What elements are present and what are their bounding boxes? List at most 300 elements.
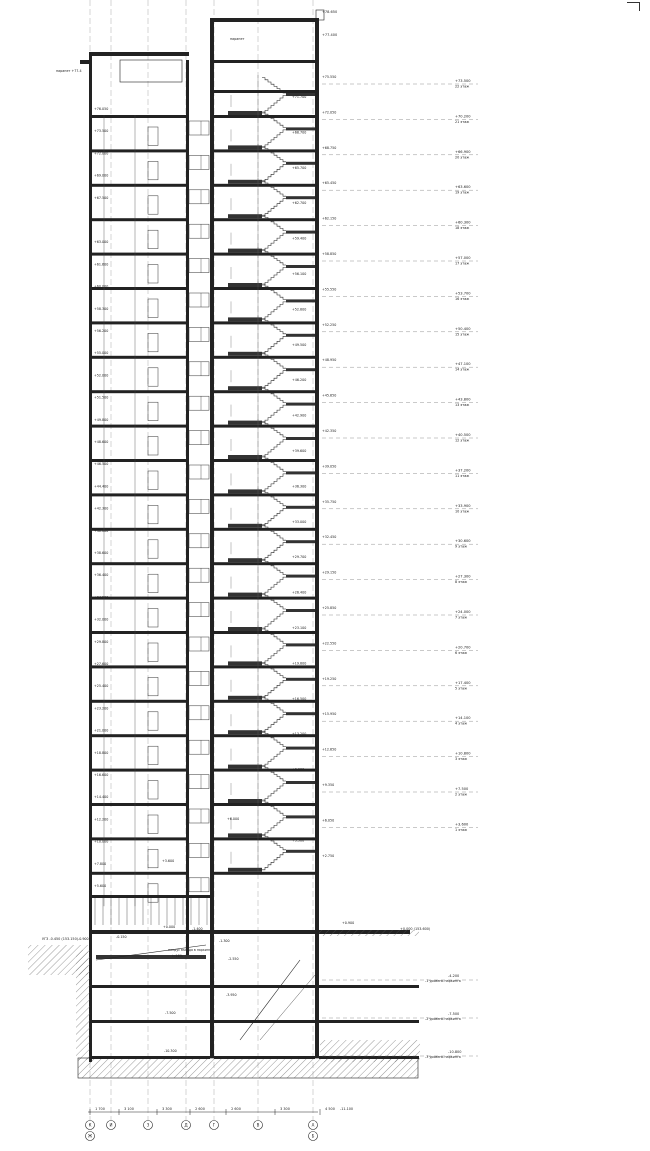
shaft-mark: +22.550 [322,641,337,646]
landing [228,696,262,700]
door-opening [148,230,158,248]
dimension-value: 3 300 [162,1107,172,1111]
shaft-mark: +32.450 [322,535,337,540]
shaft-mark: +15.950 [322,712,337,717]
parking-slab [92,1020,210,1023]
window-opening [189,465,209,479]
level-mark: +21.000 [94,728,109,733]
level-mark: +69.000 [94,173,109,178]
floor-label: 18 этаж [455,226,470,231]
landing [228,455,262,459]
landing [228,661,262,665]
inner-mark: +0.000 [163,925,176,929]
core-slab [214,493,315,496]
level-mark: +29.800 [94,639,109,644]
floor-mark: +50.400 [455,326,471,331]
floor-label: 8 этаж [455,580,468,585]
door-opening [148,746,158,764]
shaft-mark: +2.750 [322,853,335,858]
floor-label: 4 этаж [455,721,468,726]
level-mark: +76.050 [94,107,109,111]
wall-core-left [210,18,214,1058]
stair-mark: +13.200 [292,732,307,737]
parking-label: -3 уровень паркинга [425,1055,461,1059]
stair-mark: +62.700 [292,201,307,206]
stair-mark: +52.800 [292,307,307,312]
stair-flight [262,628,286,643]
mid-landing [286,265,315,268]
stair-mark: +68.700 [292,130,307,135]
landing [228,214,262,218]
inner-mark: +3.600 [162,859,175,863]
door-opening [148,540,158,558]
stair-flight [262,422,286,437]
level-mark: +65.250 [94,218,109,222]
stair-mark: +6.600 [292,803,305,807]
stair-flight [262,456,286,471]
landing [228,111,262,115]
stair-flight [262,96,286,114]
mid-landing [286,299,315,302]
landing [228,283,262,287]
stair-flight [262,146,286,161]
axis-label: Д [184,1122,188,1128]
door-opening [148,884,158,902]
floor-mark: +66.900 [455,149,471,154]
core-slab [214,528,315,531]
stair-flight [262,646,286,664]
stair-flight [262,594,286,609]
stair-flight [262,387,286,402]
shaft-mark: +39.050 [322,464,337,469]
level-mark: +46.500 [94,462,109,467]
level-mark: +49.800 [94,417,109,422]
stair-mark: +23.100 [292,626,307,630]
mid-landing [286,403,315,406]
stair-mark: +36.300 [292,484,307,489]
floor-slab [90,562,188,565]
stair-flight [262,440,286,458]
stair-flight [262,353,286,368]
stair-mark: +9.900 [292,767,305,772]
stair-mark: +65.700 [292,165,307,170]
ground-floor-slab [90,895,210,898]
level-mark: +18.800 [94,750,109,755]
level-mark: +67.500 [94,195,109,200]
level-mark: +61.600 [94,262,109,267]
shaft-mark: +25.850 [322,606,337,610]
floor-slab [90,425,188,428]
left-parapet [80,60,92,64]
floor-label: 14 этаж [455,367,470,372]
shaft-mark: +65.450 [322,181,337,186]
level-mark: +52.000 [94,373,109,378]
parking-slab [319,1056,419,1059]
core-slab [214,562,315,565]
axis-label: Г [212,1122,216,1128]
mid-landing [286,712,315,715]
floor-mark: +3.600 [455,822,469,827]
level-mark: +27.600 [94,662,109,666]
shaft-mark: +75.550 [322,75,337,79]
shaft-mark: +6.050 [322,818,335,823]
level-mark: +72.000 [94,151,109,156]
landing [228,593,262,597]
stair-flight [262,766,286,781]
foundation-mark: -11.100 [340,1107,354,1111]
door-opening [148,265,158,283]
floor-label: 7 этаж [455,615,468,620]
parapet-note: парапет [230,37,245,41]
window-opening [189,568,209,582]
stair-flight [262,749,286,767]
roof-structure [120,60,182,82]
stair-flight [262,215,286,230]
mid-landing [286,643,315,646]
entrance-ramp [96,955,206,959]
floor-slab [90,321,188,324]
stair-mark: +46.200 [292,378,307,383]
core-slab [214,356,315,359]
floor-mark: +17.400 [455,680,471,685]
mid-landing [286,575,315,578]
level-mark: +7.800 [94,861,107,866]
stair-flight [262,543,286,561]
level-mark: +44.400 [94,484,109,489]
window-opening [189,637,209,651]
door-opening [148,368,158,386]
parking-label: -2 уровень паркинга [425,1017,461,1021]
door-opening [148,609,158,627]
level-mark: +63.000 [94,240,109,245]
shaft-mark: +19.250 [322,676,337,681]
stair-flight [262,284,286,299]
floor-label: 6 этаж [455,650,468,655]
roof-mark: +77.400 [322,33,338,37]
core-slab [214,218,315,221]
dimension-value: 1 700 [95,1107,105,1111]
landing [228,765,262,769]
landing [228,352,262,356]
level-mark: +10.000 [94,839,109,844]
floor-slab [90,253,188,256]
stair-flight [262,164,286,182]
landing [228,249,262,253]
window-opening [189,671,209,685]
floor-label: 17 этаж [455,261,470,266]
stair-flight [262,508,286,526]
axis-label: А [311,1122,315,1128]
level-mark: +73.500 [94,129,109,134]
floor-mark: +70.200 [455,114,471,119]
stair-flight [262,268,286,286]
core-slab [214,631,315,634]
core-slab [214,459,315,462]
floor-label: 13 этаж [455,403,470,408]
mid-landing [286,506,315,509]
stair-mark: +71.700 [292,95,307,99]
shaft-mark: +9.350 [322,783,335,787]
shaft-mark: +58.850 [322,252,337,256]
dimension-value: 2 600 [231,1107,241,1111]
basement-stair [260,975,315,1040]
floor-label: 11 этаж [455,473,470,478]
floor-mark: +60.300 [455,220,471,225]
parking-slab [214,985,315,988]
stair-flight [262,680,286,698]
floor-mark: +57.000 [455,256,471,260]
floor-slab [90,700,188,703]
floor-label: 22 этаж [455,84,470,89]
axis-label: К [88,1122,92,1128]
floor-label: 2 этаж [455,792,468,797]
door-opening [148,574,158,592]
axis-label: В [256,1122,260,1128]
landing [228,868,262,872]
door-opening [148,712,158,730]
level-mark: +25.400 [94,684,109,689]
parking-slab [92,985,210,988]
floor-slab [90,115,188,118]
ground-mark-b: -0.150 [116,935,127,939]
window-opening [189,603,209,617]
dimension-value: 4 500 [325,1107,335,1111]
window-opening [189,775,209,789]
floor-mark: +73.500 [455,79,471,83]
stair-flight [262,834,286,849]
floor-mark: +37.200 [455,468,471,473]
floor-label: 20 этаж [455,155,470,160]
mid-landing [286,747,315,750]
floor-slab [90,390,188,393]
floor-mark: +24.000 [455,610,471,614]
stair-flight [262,318,286,333]
stair-mark: +59.400 [292,236,307,241]
floor-slab [90,734,188,737]
door-opening [148,402,158,420]
floor-mark: +63.600 [455,185,471,190]
window-opening [189,396,209,410]
door-opening [148,127,158,145]
core-slab [214,287,315,290]
door-opening [148,643,158,661]
floor-mark: +40.500 [455,433,471,437]
axis-label: И [109,1122,113,1128]
outer-wall-left [89,52,92,1062]
stair-flight [262,612,286,630]
level-mark: +58.300 [94,306,109,311]
parking-slab [319,1020,419,1023]
landing [228,180,262,184]
inner-mark: +6.000 [227,817,240,821]
window-opening [189,121,209,135]
shaft-mark: +45.650 [322,393,337,398]
level-mark: +16.600 [94,773,109,777]
stair-flight [262,250,286,265]
parking-mark: -4.200 [448,974,460,978]
floor-label: 16 этаж [455,296,470,301]
window-opening [189,706,209,720]
landing [228,799,262,803]
stair-flight [262,559,286,574]
core-slab [214,253,315,256]
floor-label: 12 этаж [455,438,470,443]
door-opening [148,815,158,833]
ground-mark-a: -0.900 [78,937,89,941]
door-opening [148,471,158,489]
shaft-mark: +55.550 [322,287,337,292]
stair-mark: +49.500 [292,342,307,347]
landing [228,833,262,837]
stair-flight [262,302,286,320]
roof-top-mark: +78.650 [322,10,338,14]
parking-mark: -10.800 [448,1050,462,1054]
dimension-value: 2 600 [195,1107,205,1111]
floor-mark: +43.800 [455,397,471,402]
floor-slab [90,803,188,806]
mid-landing [286,368,315,371]
stair-flight [262,577,286,595]
landing [228,421,262,425]
door-opening [148,505,158,523]
stair-mark: +56.100 [292,272,307,276]
mid-landing [286,334,315,337]
mid-landing [286,540,315,543]
floor-label: 5 этаж [455,686,468,691]
wall-left-block-right [186,60,189,955]
floor-mark: +20.700 [455,645,471,650]
core-slab [214,665,315,668]
floor-slab [90,356,188,359]
axis-label: З [146,1122,150,1128]
level-mark: +32.000 [94,617,109,622]
stair-flight [262,818,286,836]
core-slab [214,872,315,875]
window-opening [189,293,209,307]
level-mark: +42.300 [94,506,109,511]
landing [228,317,262,321]
window-opening [189,190,209,204]
mid-landing [286,437,315,440]
window-opening [189,534,209,548]
level-mark: +51.500 [94,395,109,400]
ramp-slope: i=18% [172,954,183,958]
landing [228,489,262,493]
stair-mark: +3.300 [292,838,305,843]
floor-mark: +53.700 [455,291,471,296]
parking-label: -1 уровень паркинга [425,979,461,983]
floor-mark: +27.300 [455,574,471,579]
dimension-value: 3 100 [124,1107,134,1111]
mid-landing [286,162,315,165]
window-opening [189,878,209,892]
ground-mark-c: +0.900 [342,921,355,925]
shaft-mark: +42.350 [322,429,337,433]
window-opening [189,224,209,238]
level-mark: +56.200 [94,329,109,333]
shaft-mark: +62.150 [322,216,337,221]
stair-flight [262,181,286,196]
door-opening [148,196,158,214]
floor-slab [90,872,188,875]
core-slab [214,115,315,118]
floor-label: 1 этаж [455,827,468,832]
window-opening [189,362,209,376]
core-roof-slab [214,18,315,22]
floor-label: 3 этаж [455,757,468,762]
level-mark: +55.000 [94,351,109,356]
stair-flight [262,525,286,540]
ground-right-mark: +0.000 (153.600) [400,927,431,931]
window-opening [189,327,209,341]
shaft-mark: +48.950 [322,358,337,363]
stair-mark: +42.900 [292,413,307,418]
parking-slab [214,1020,315,1023]
window-opening [189,740,209,754]
stair-mark: +33.000 [292,519,307,524]
level-mark: +40.000 [94,528,109,533]
stair-mark: +29.700 [292,555,307,560]
inner-mark: -10.300 [164,1049,177,1053]
core-slab [214,321,315,324]
level-mark: +34.200 [94,595,109,600]
stair-flight [262,336,286,354]
stair-mark: +19.800 [292,661,307,666]
door-opening [148,161,158,179]
parking-slab [214,1056,315,1059]
shaft-mark: +35.750 [322,499,337,504]
floor-slab [90,769,188,772]
stair-flight [262,784,286,802]
level-mark: +60.000 [94,284,109,289]
core-slab [214,60,315,63]
parking-slab [92,1056,210,1059]
left-roof-slab [89,52,189,56]
stair-flight [262,474,286,492]
shaft-mark: +68.750 [322,145,337,150]
door-opening [148,437,158,455]
parking-mark: -7.500 [448,1012,460,1016]
floor-label: 9 этаж [455,544,468,549]
mid-landing [286,781,315,784]
inner-mark: -2.550 [228,957,239,961]
stair-flight [262,715,286,733]
door-opening [148,781,158,799]
inner-mark: -1.400 [192,927,203,931]
floor-mark: +14.100 [455,716,471,721]
window-opening [189,809,209,823]
inner-mark: -1.300 [219,939,230,943]
stair-flight [262,371,286,389]
core-slab [214,90,315,93]
parapet-left-mark: парапет +77.4 [56,69,82,73]
level-mark: +36.400 [94,573,109,578]
floor-mark: +33.900 [455,503,471,508]
stair-flight [262,852,286,870]
stair-flight [262,697,286,712]
core-slab [214,425,315,428]
window-opening [189,155,209,169]
shaft-mark: +12.650 [322,747,337,752]
core-slab [214,149,315,152]
door-opening [148,677,158,695]
stair-flight [262,112,286,127]
landing [228,386,262,390]
inner-mark: -7.500 [165,1011,176,1015]
stair-flight [262,490,286,505]
stair-flight [262,233,286,251]
mid-landing [286,678,315,681]
